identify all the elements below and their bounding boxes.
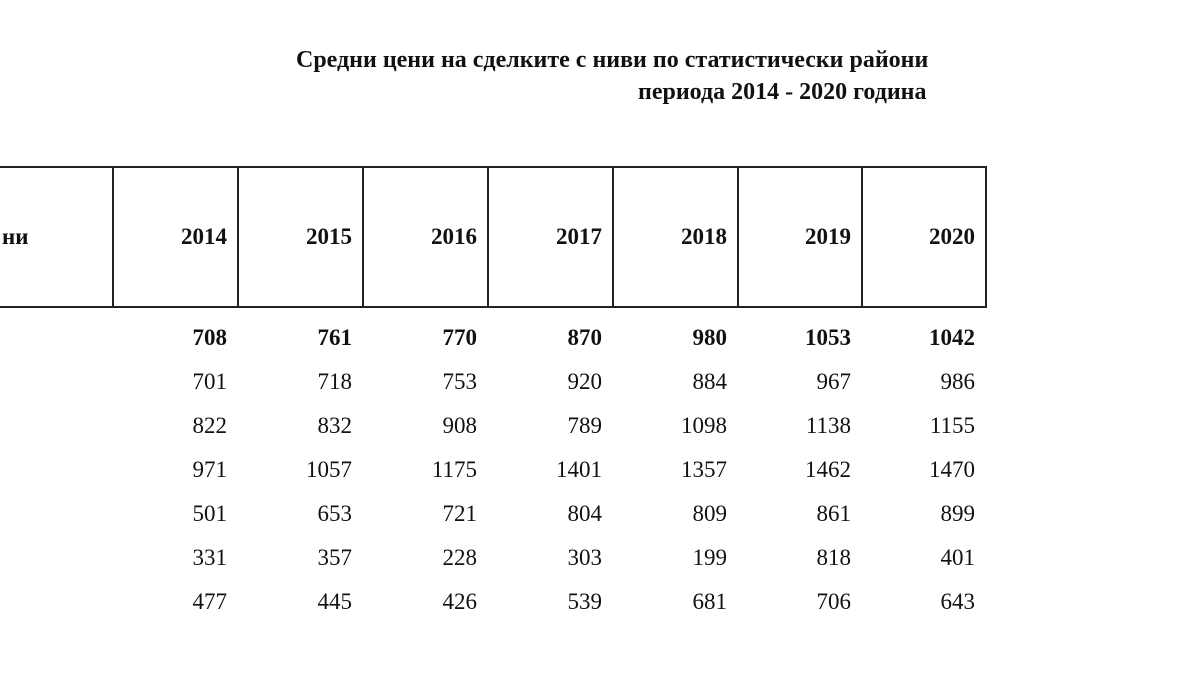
header-row: [0, 167, 986, 307]
table-cell-value: 899: [940, 501, 975, 526]
table-cell-value: 199: [692, 545, 727, 570]
header-cell-year: 2014: [113, 167, 238, 307]
table-row: [0, 492, 985, 536]
table-cell-value: 477: [192, 589, 227, 614]
table-cell-value: 822: [192, 413, 227, 438]
table-cell-value: 708: [192, 325, 227, 350]
table-cell-value: 1470: [929, 457, 975, 482]
table-row: [0, 404, 985, 448]
table-cell-value: 718: [317, 369, 352, 394]
table-cell-value: 967: [816, 369, 851, 394]
header-cell-year: 2017: [488, 167, 613, 307]
table-cell-value: 753: [442, 369, 477, 394]
header-cell-year: 2019: [738, 167, 862, 307]
row-label-cell: [0, 448, 112, 492]
table-cell-value: 706: [816, 589, 851, 614]
table-cell-value: 832: [317, 413, 352, 438]
table-cell-value: 228: [442, 545, 477, 570]
table-cell-value: 1401: [556, 457, 602, 482]
table-cell-value: 643: [940, 589, 975, 614]
table-cell-value: 770: [442, 325, 477, 350]
table-row: [0, 580, 985, 624]
row-label-cell: [0, 492, 112, 536]
row-label-cell: [0, 404, 112, 448]
row-label-cell: [0, 536, 112, 580]
table-cell-value: 331: [192, 545, 227, 570]
row-label-cell: [0, 580, 112, 624]
row-label-cell: [0, 316, 112, 360]
table-cell-value: 653: [317, 501, 352, 526]
title-line-1: Средни цени на сделките с ниви по статистически райони: [296, 47, 929, 73]
table-cell-value: 861: [816, 501, 851, 526]
table-cell-value: 1098: [681, 413, 727, 438]
table-cell-value: 1042: [929, 325, 975, 350]
table-cell-value: 804: [567, 501, 602, 526]
header-cell-year: 2020: [862, 167, 986, 307]
table-cell-value: 884: [692, 369, 727, 394]
table-cell-value: 303: [567, 545, 602, 570]
table-cell-value: 761: [317, 325, 352, 350]
table-cell-value: 870: [567, 325, 602, 350]
table-cell-value: 539: [567, 589, 602, 614]
table-cell-value: 809: [692, 501, 727, 526]
table-cell-value: 426: [442, 589, 477, 614]
table-cell-value: 908: [442, 413, 477, 438]
table-cell-value: 1357: [681, 457, 727, 482]
table-cell-value: 920: [567, 369, 602, 394]
table-row: [0, 536, 985, 580]
data-table: [0, 316, 985, 624]
table-cell-value: 721: [442, 501, 477, 526]
table-cell-value: 1175: [431, 457, 477, 482]
table-cell-value: 501: [192, 501, 227, 526]
header-cell-region: ни: [0, 167, 113, 307]
table-cell-value: 986: [940, 369, 975, 394]
table-cell-value: 701: [192, 369, 227, 394]
table-cell-value: 357: [317, 545, 352, 570]
header-cell-year: 2016: [363, 167, 488, 307]
table-cell-value: 1155: [929, 413, 975, 438]
title-line-2: периода 2014 - 2020 година: [638, 79, 927, 105]
table-cell-value: 681: [692, 589, 727, 614]
table-row: [0, 360, 985, 404]
table-cell-value: 818: [816, 545, 851, 570]
table-row-total: [0, 316, 985, 360]
table-cell-value: 789: [567, 413, 602, 438]
table-header: [0, 166, 987, 308]
table-cell-value: 1053: [805, 325, 851, 350]
header-cell-year: 2018: [613, 167, 738, 307]
table-row: [0, 448, 985, 492]
table-cell-value: 1462: [805, 457, 851, 482]
table-cell-value: 1138: [805, 413, 851, 438]
table-cell-value: 980: [692, 325, 727, 350]
row-label-cell: [0, 360, 112, 404]
table-cell-value: 401: [940, 545, 975, 570]
table-cell-value: 971: [192, 457, 227, 482]
header-cell-year: 2015: [238, 167, 363, 307]
document-title: [296, 44, 1200, 105]
table-cell-value: 445: [317, 589, 352, 614]
table-cell-value: 1057: [306, 457, 352, 482]
